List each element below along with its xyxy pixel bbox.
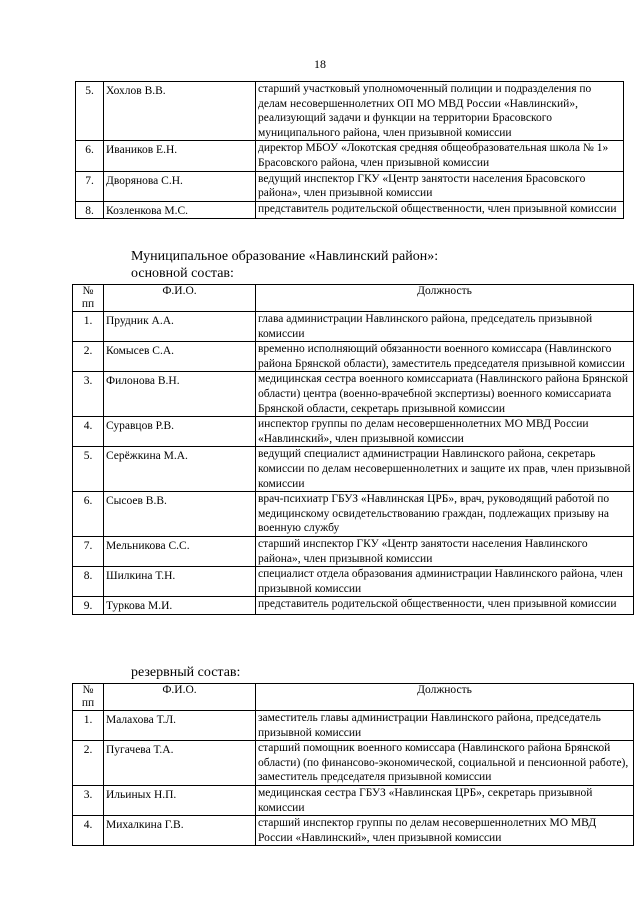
person-name: Комысев С.А. [104, 342, 256, 372]
person-position: старший инспектор группы по делам несовершеннолетних МО МВД России «Навлинский», член призывной комиссии [256, 816, 634, 846]
row-number: 1. [73, 711, 104, 741]
column-header-name: Ф.И.О. [104, 684, 256, 711]
row-number: 2. [73, 741, 104, 786]
table-row [73, 447, 634, 492]
table-row [73, 711, 634, 741]
column-header-name: Ф.И.О. [104, 285, 256, 312]
person-name: Прудник А.А. [104, 312, 256, 342]
table-row [73, 492, 634, 537]
person-name: Иваников Е.Н. [104, 141, 256, 171]
column-header-position: Должность [256, 285, 634, 312]
person-name: Дворянова С.Н. [104, 171, 256, 201]
person-position: представитель родительской общественности, член призывной комиссии [256, 201, 624, 219]
person-name: Суравцов Р.В. [104, 417, 256, 447]
column-header-position: Должность [256, 684, 634, 711]
person-name: Малахова Т.Л. [104, 711, 256, 741]
table-row [76, 141, 624, 171]
table-row [73, 372, 634, 417]
table-row [73, 816, 634, 846]
table-row [76, 201, 624, 219]
table-header-row [73, 285, 634, 312]
row-number: 8. [73, 567, 104, 597]
row-number: 4. [73, 417, 104, 447]
row-number: 7. [73, 536, 104, 566]
row-number: 9. [73, 597, 104, 615]
main-composition-table [72, 284, 634, 615]
table-row [73, 417, 634, 447]
row-number: 8. [76, 201, 104, 219]
person-name: Сысоев В.В. [104, 492, 256, 537]
row-number: 5. [76, 82, 104, 141]
person-position: медицинская сестра ГБУЗ «Навлинская ЦРБ», секретарь призывной комиссии [256, 785, 634, 815]
row-number: 5. [73, 447, 104, 492]
person-name: Филонова В.Н. [104, 372, 256, 417]
table-row [73, 342, 634, 372]
brasovsky-commission-table [75, 81, 624, 219]
table-row [73, 536, 634, 566]
person-name: Шилкина Т.Н. [104, 567, 256, 597]
table-row [73, 567, 634, 597]
person-position: старший инспектор ГКУ «Центр занятости населения Навлинского района», член призывной комиссии [256, 536, 634, 566]
person-name: Пугачева Т.А. [104, 741, 256, 786]
row-number: 1. [73, 312, 104, 342]
row-number: 3. [73, 785, 104, 815]
person-name: Ильиных Н.П. [104, 785, 256, 815]
person-position: заместитель главы администрации Навлинского района, председатель призывной комиссии [256, 711, 634, 741]
row-number: 6. [73, 492, 104, 537]
table-row [73, 597, 634, 615]
municipality-title: Муниципальное образование «Навлинский район»: [131, 249, 439, 264]
person-name: Михалкина Г.В. [104, 816, 256, 846]
row-number: 3. [73, 372, 104, 417]
person-position: ведущий инспектор ГКУ «Центр занятости населения Брасовского района», член призывной комиссии [256, 171, 624, 201]
person-position: временно исполняющий обязанности военного комиссара (Навлинского района Брянской области), заместитель председателя призывной комиссии [256, 342, 634, 372]
person-position: глава администрации Навлинского района, председатель призывной комиссии [256, 312, 634, 342]
person-name: Хохлов В.В. [104, 82, 256, 141]
person-name: Серёжкина М.А. [104, 447, 256, 492]
page-number: 18 [314, 57, 326, 71]
table-row [73, 741, 634, 786]
person-position: старший участковый уполномоченный полиции и подразделения по делам несовершеннолетних ОП МО МВД России «Навлинский», реализующий задачи и функции на территории Брасовского муниципального района, член призывной комиссии [256, 82, 624, 141]
table-row [73, 785, 634, 815]
person-position: инспектор группы по делам несовершеннолетних МО МВД России «Навлинский», член призывной комиссии [256, 417, 634, 447]
column-header-number: № пп [73, 684, 104, 711]
reserve-composition-table [72, 683, 634, 846]
person-name: Мельникова С.С. [104, 536, 256, 566]
person-position: специалист отдела образования администрации Навлинского района, член призывной комиссии [256, 567, 634, 597]
person-position: старший помощник военного комиссара (Навлинского района Брянской области) (по финансово-экономической, социальной и пенсионной работе), заместитель председателя призывной комиссии [256, 741, 634, 786]
row-number: 6. [76, 141, 104, 171]
main-composition-label: основной состав: [131, 266, 234, 281]
table-row [76, 171, 624, 201]
person-name: Туркова М.И. [104, 597, 256, 615]
row-number: 7. [76, 171, 104, 201]
table-header-row [73, 684, 634, 711]
person-position: директор МБОУ «Локотская средняя общеобразовательная школа № 1» Брасовского района, член призывной комиссии [256, 141, 624, 171]
row-number: 2. [73, 342, 104, 372]
person-position: ведущий специалист администрации Навлинского района, секретарь комиссии по делам несовершеннолетних и защите их прав, член призывной комиссии [256, 447, 634, 492]
person-name: Козленкова М.С. [104, 201, 256, 219]
column-header-number: № пп [73, 285, 104, 312]
table-row [76, 82, 624, 141]
reserve-composition-label: резервный состав: [131, 665, 241, 680]
person-position: медицинская сестра военного комиссариата (Навлинского района Брянской области) центра (военно-врачебной экспертизы) военного комиссариата Брянской области, секретарь призывной комиссии [256, 372, 634, 417]
person-position: врач-психиатр ГБУЗ «Навлинская ЦРБ», врач, руководящий работой по медицинскому освидетельствованию граждан, подлежащих призыву на военную службу [256, 492, 634, 537]
table-row [73, 312, 634, 342]
person-position: представитель родительской общественности, член призывной комиссии [256, 597, 634, 615]
row-number: 4. [73, 816, 104, 846]
